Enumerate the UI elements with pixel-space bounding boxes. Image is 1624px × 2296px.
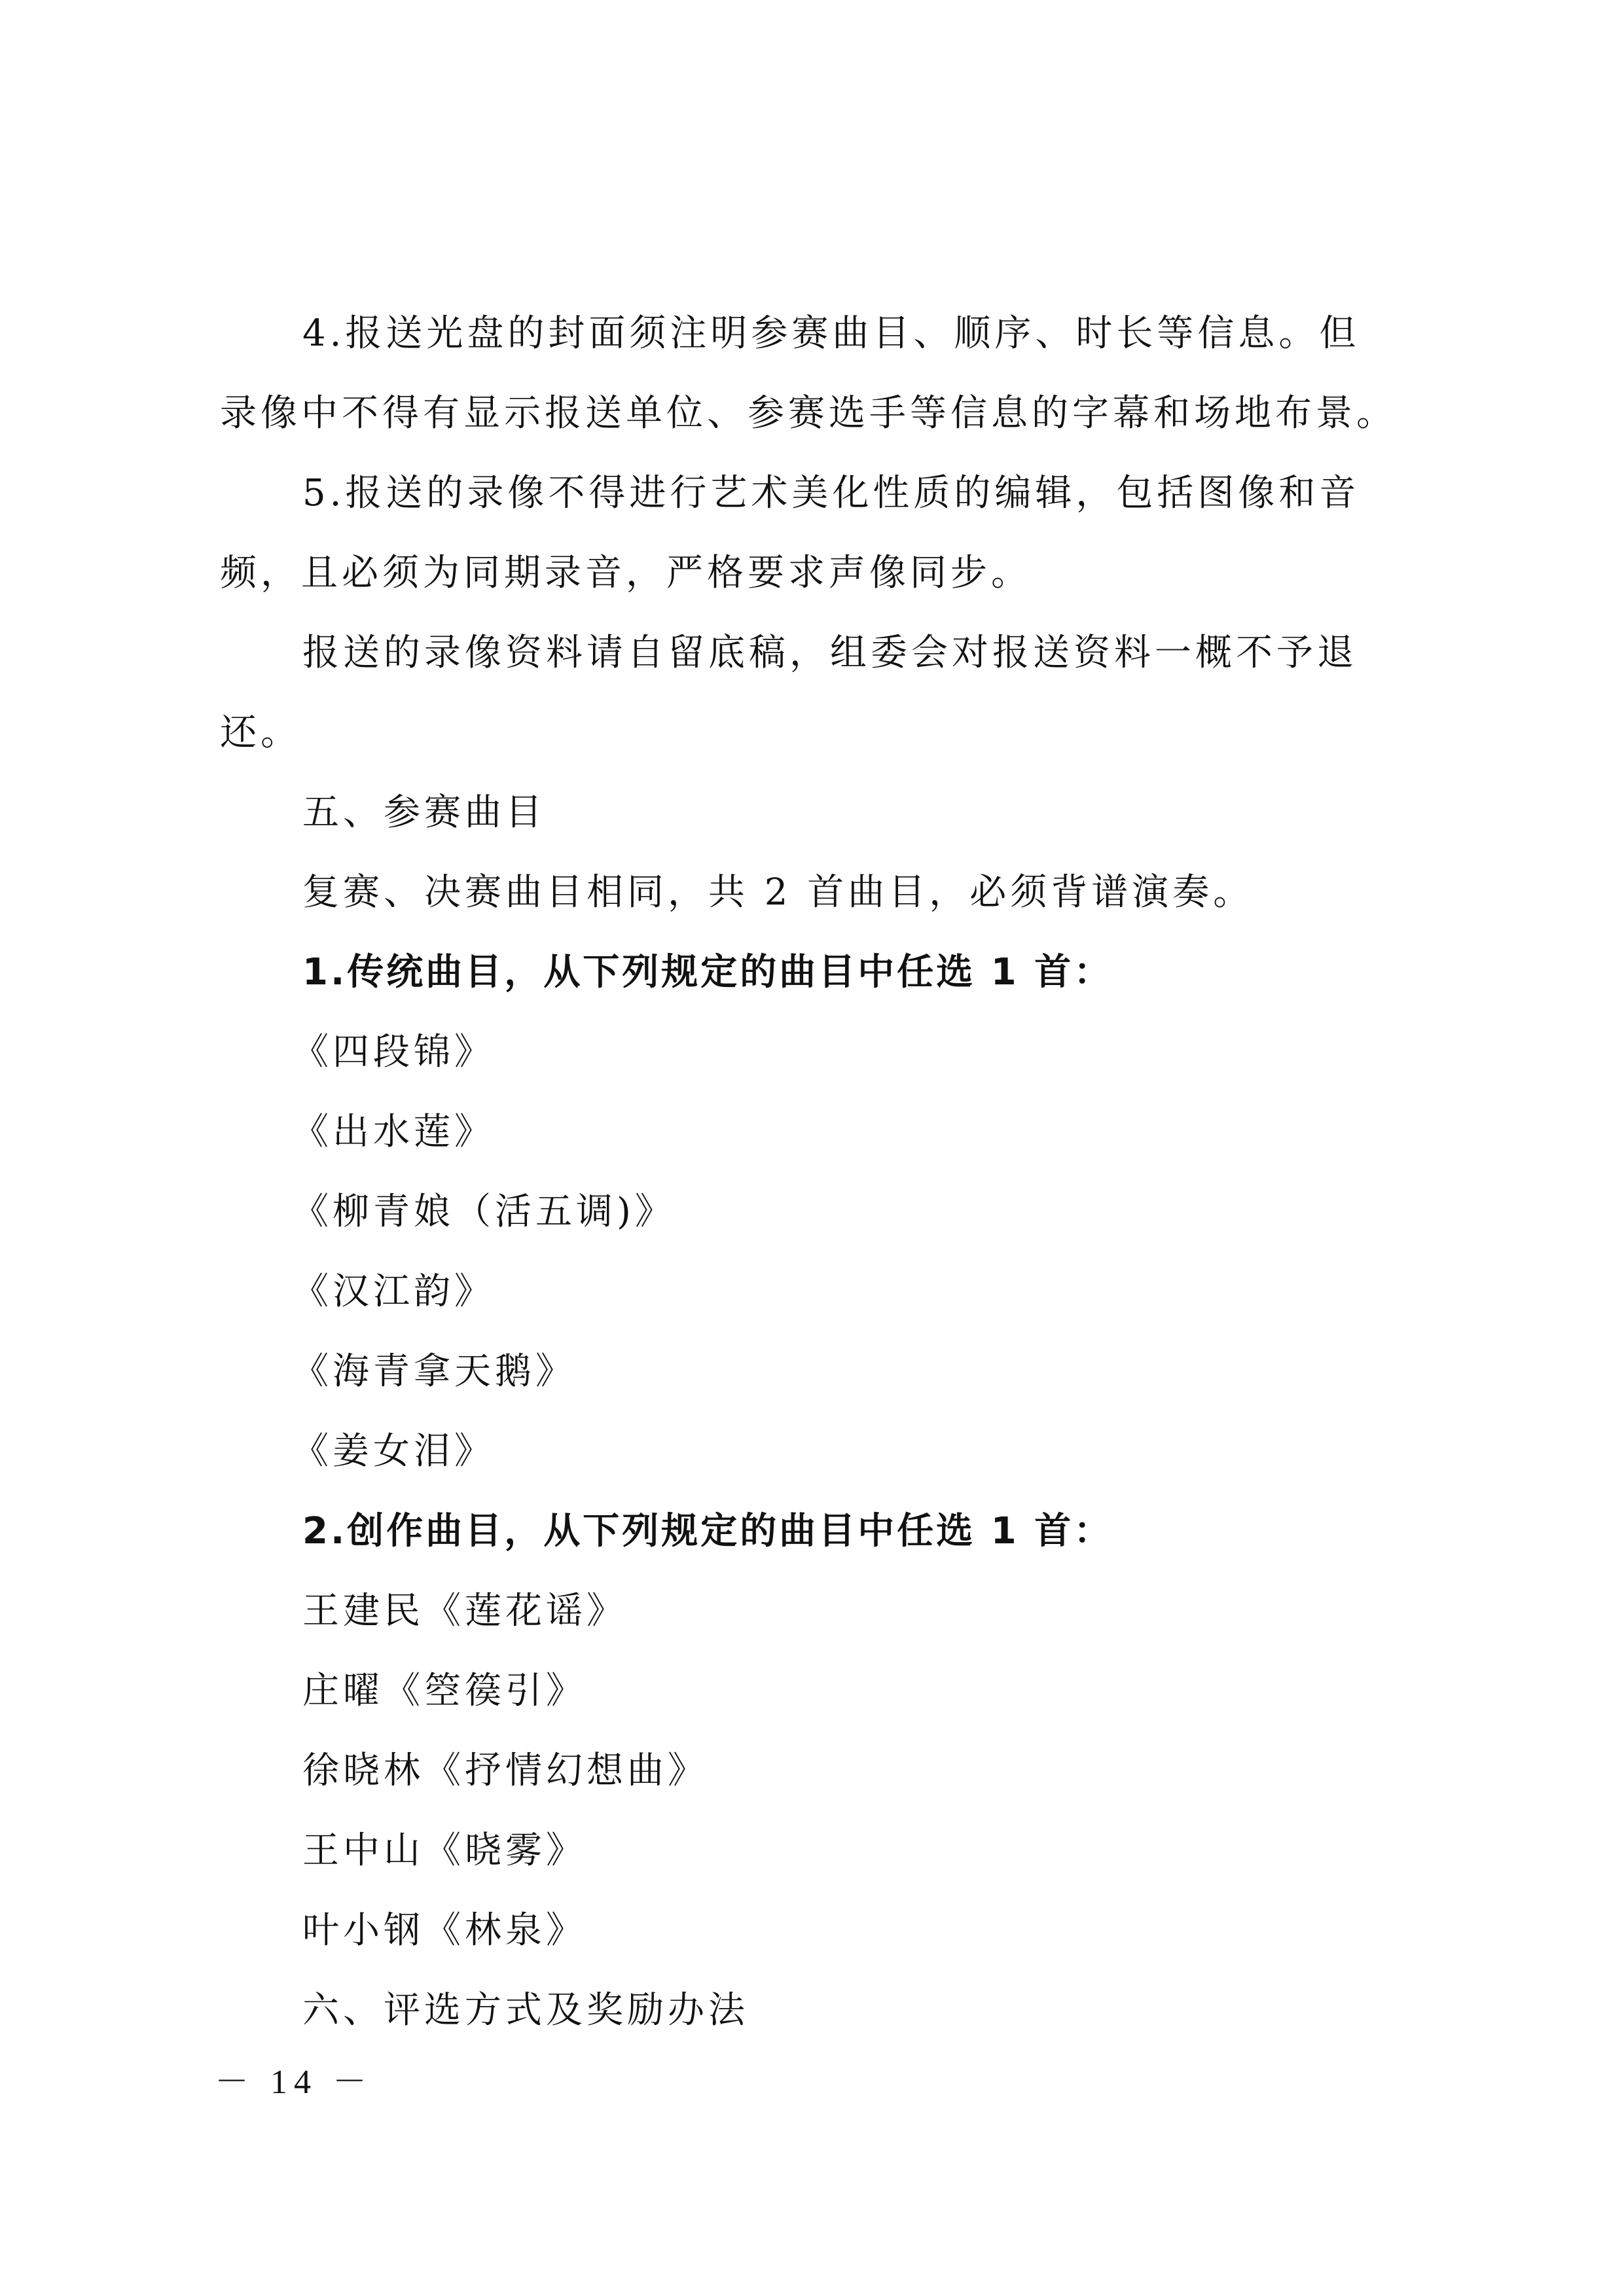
section-heading-6: 六、评选方式及奖励办法 bbox=[302, 1989, 749, 2032]
subheading-composed-pieces: 2.创作曲目，从下列规定的曲目中任选 1 首： bbox=[302, 1510, 1113, 1552]
paragraph-item-4-line-1: 4.报送光盘的封面须注明参赛曲目、顺序、时长等信息。但 bbox=[302, 312, 1360, 355]
paragraph-return-note-line-2: 还。 bbox=[220, 711, 301, 754]
list-item-traditional-3: 《柳青娘（活五调)》 bbox=[292, 1191, 676, 1233]
list-item-traditional-5: 《海青拿天鹅》 bbox=[292, 1350, 576, 1393]
list-item-composed-1: 王建民《莲花谣》 bbox=[302, 1590, 627, 1632]
paragraph-repertoire-intro: 复赛、决赛曲目相同，共 2 首曲目，必须背谱演奏。 bbox=[302, 871, 1254, 914]
subheading-traditional-pieces: 1.传统曲目，从下列规定的曲目中任选 1 首： bbox=[302, 951, 1113, 994]
list-item-traditional-2: 《出水莲》 bbox=[292, 1111, 495, 1153]
paragraph-item-5-line-2: 频，且必须为同期录音，严格要求声像同步。 bbox=[220, 552, 1032, 594]
list-item-composed-2: 庄曜《箜篌引》 bbox=[302, 1670, 586, 1712]
list-item-traditional-6: 《姜女泪》 bbox=[292, 1430, 495, 1473]
paragraph-item-4-line-2: 录像中不得有显示报送单位、参赛选手等信息的字幕和场地布景。 bbox=[220, 392, 1397, 435]
paragraph-item-5-line-1: 5.报送的录像不得进行艺术美化性质的编辑，包括图像和音 bbox=[302, 472, 1360, 514]
page-number: － 14 － bbox=[215, 2064, 374, 2101]
list-item-composed-3: 徐晓林《抒情幻想曲》 bbox=[302, 1749, 708, 1792]
list-item-traditional-4: 《汉江韵》 bbox=[292, 1270, 495, 1313]
list-item-traditional-1: 《四段锦》 bbox=[292, 1031, 495, 1073]
section-heading-5: 五、参赛曲目 bbox=[302, 791, 546, 834]
list-item-composed-4: 王中山《晓雾》 bbox=[302, 1829, 586, 1872]
list-item-composed-5: 叶小钢《林泉》 bbox=[302, 1909, 586, 1952]
paragraph-return-note-line-1: 报送的录像资料请自留底稿，组委会对报送资料一概不予退 bbox=[302, 632, 1358, 674]
